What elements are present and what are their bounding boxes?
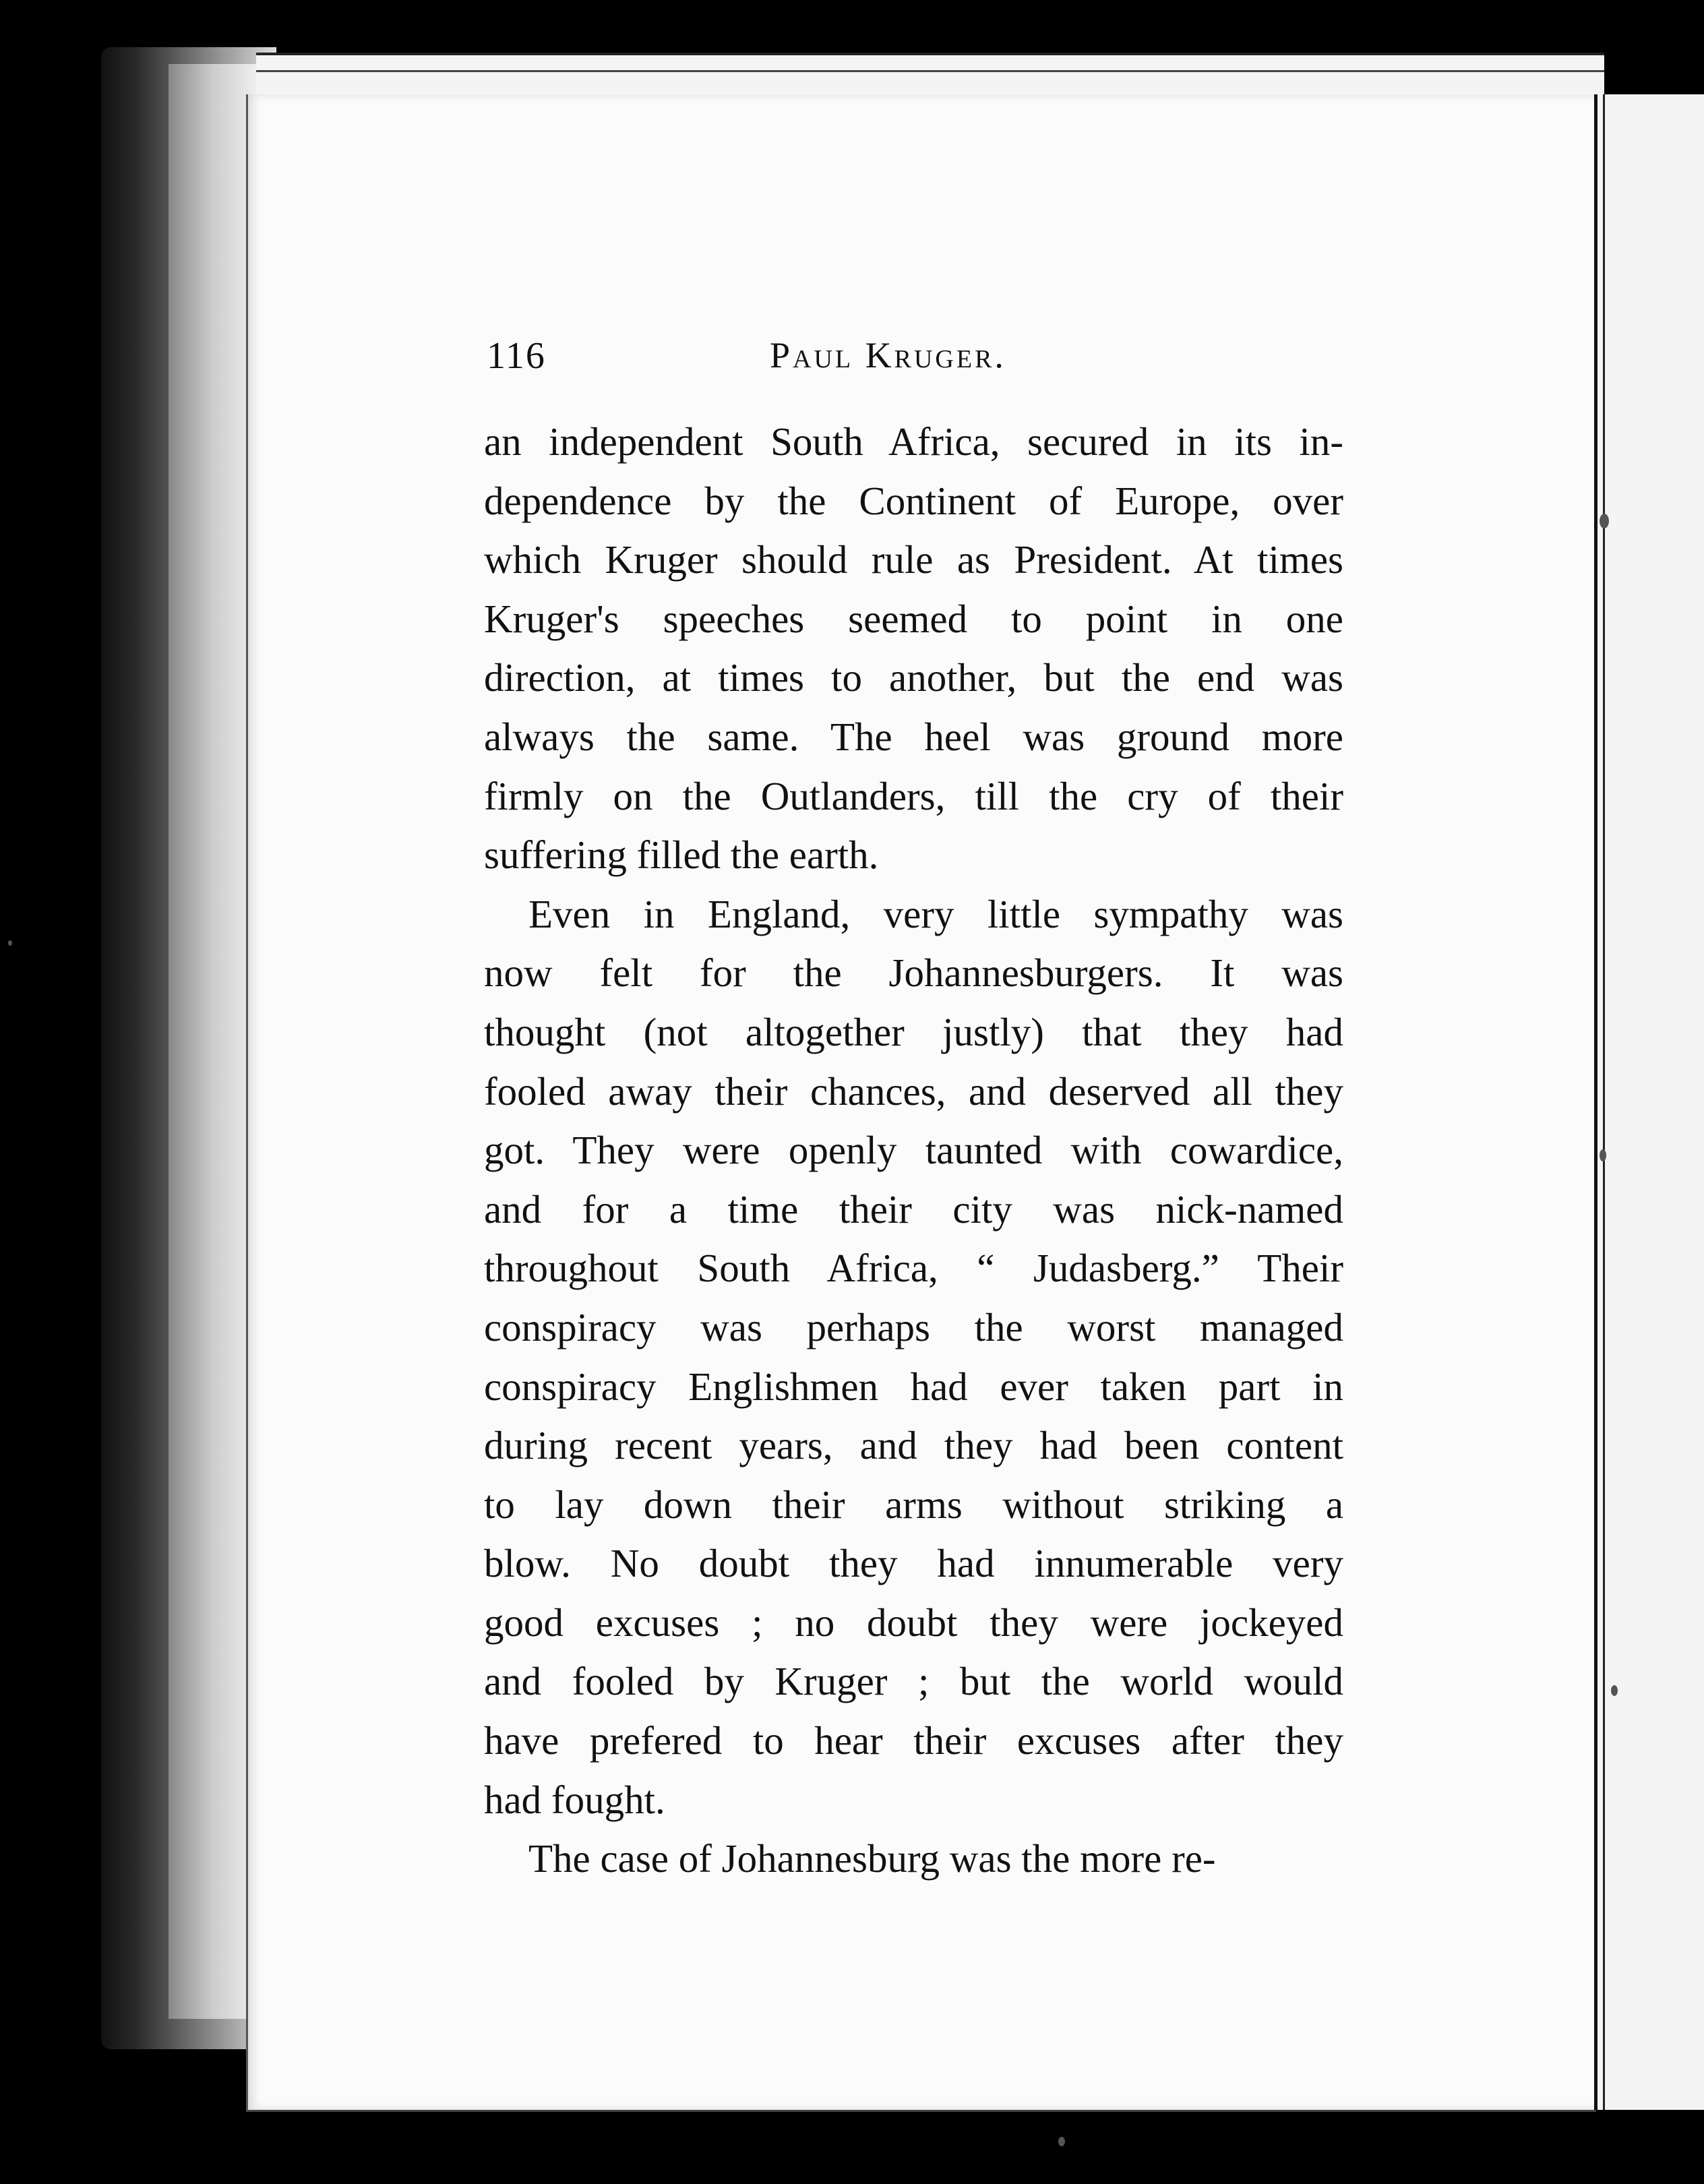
text-line: have prefered to hear their excuses after they xyxy=(484,1718,1343,1763)
facing-page-edge xyxy=(1594,94,1704,2110)
scan-speck xyxy=(1611,1685,1618,1696)
text-line: thought (not altogether justly) that they had xyxy=(484,1009,1343,1054)
scan-speck xyxy=(1600,514,1609,528)
text-line: conspiracy Englishmen had ever taken part in xyxy=(484,1364,1343,1409)
text-line: conspiracy was perhaps the worst managed xyxy=(484,1304,1343,1349)
text-line: which Kruger should rule as President. At times xyxy=(484,537,1343,582)
text-line: and for a time their city was nick-named xyxy=(484,1186,1343,1232)
text-line: suffering filled the earth. xyxy=(484,832,879,878)
text-line: an independent South Africa, secured in its in- xyxy=(484,419,1343,464)
text-line: firmly on the Outlanders, till the cry of their xyxy=(484,773,1343,818)
scan-speck xyxy=(8,940,12,946)
text-line: always the same. The heel was ground more xyxy=(484,714,1343,759)
running-title: Paul Kruger. xyxy=(770,335,1006,375)
text-line: Kruger's speeches seemed to point in one xyxy=(484,596,1343,641)
text-line: dependence by the Continent of Europe, over xyxy=(484,478,1343,523)
text-line: during recent years, and they had been content xyxy=(484,1423,1343,1468)
text-line: throughout South Africa, “ Judasberg.” Their xyxy=(484,1246,1343,1291)
text-line: blow. No doubt they had innumerable very xyxy=(484,1541,1343,1586)
scan-speck xyxy=(1058,2137,1065,2146)
scan-speck xyxy=(1600,1149,1606,1161)
text-line: got. They were openly taunted with cowardice, xyxy=(484,1128,1343,1173)
running-head xyxy=(487,334,1050,382)
text-line: fooled away their chances, and deserved all they xyxy=(484,1068,1343,1114)
page-number: 116 xyxy=(487,335,546,377)
text-line: had fought. xyxy=(484,1777,665,1822)
text-line: to lay down their arms without striking a xyxy=(484,1482,1343,1527)
text-line: The case of Johannesburg was the more re- xyxy=(528,1836,1216,1881)
page-stack-inner-edge xyxy=(169,64,256,2019)
text-line: direction, at times to another, but the end was xyxy=(484,655,1343,700)
text-line: now felt for the Johannesburgers. It was xyxy=(484,950,1343,996)
text-line: Even in England, very little sympathy was xyxy=(528,891,1343,936)
text-line: and fooled by Kruger ; but the world would xyxy=(484,1659,1343,1704)
text-line: good excuses ; no doubt they were jockeyed xyxy=(484,1600,1343,1645)
body-text xyxy=(484,413,1343,1889)
